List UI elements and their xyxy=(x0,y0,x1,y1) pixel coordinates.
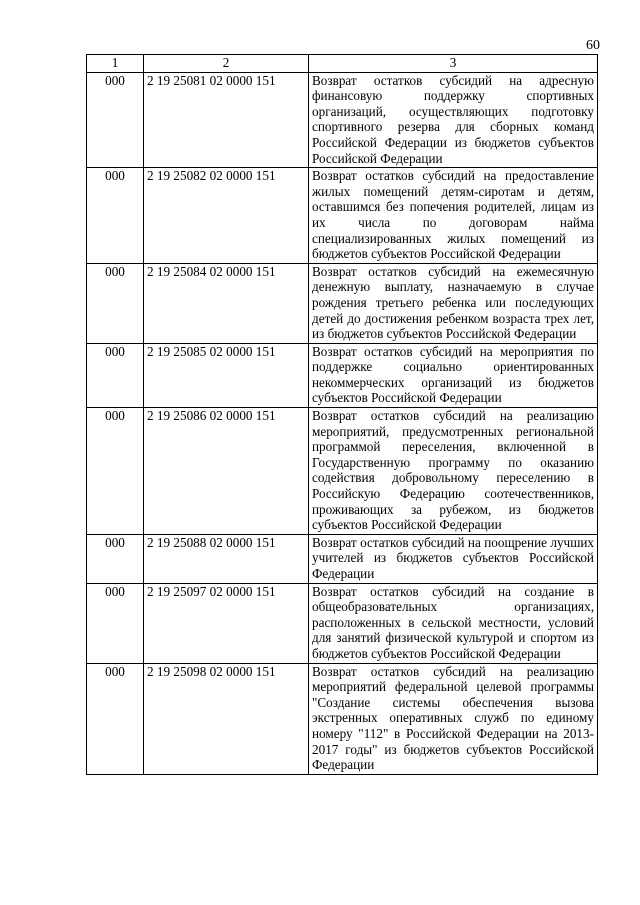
table-row xyxy=(87,663,598,774)
column-header-1: 1 xyxy=(87,55,144,73)
admin-code-cell: 000 xyxy=(87,343,144,407)
admin-code-cell: 000 xyxy=(87,663,144,774)
admin-code-cell: 000 xyxy=(87,534,144,583)
income-name-cell: Возврат остатков субсидий на адресную финансовую поддержку спортивных организаций, осуществляющих подготовку спортивного резерва для сборных команд Российской Федерации из бюджетов субъектов Российской Федерации xyxy=(309,72,598,168)
kbk-code-cell: 2 19 25081 02 0000 151 xyxy=(144,72,309,168)
admin-code-cell: 000 xyxy=(87,583,144,663)
income-name-cell: Возврат остатков субсидий на ежемесячную денежную выплату, назначаемую в случае рождения третьего ребенка или последующих детей до достижения ребенком возраста трех лет, из бюджетов субъектов Российской Федерации xyxy=(309,263,598,343)
income-name-cell: Возврат остатков субсидий на создание в общеобразовательных организациях, расположенных в сельской местности, условий для занятий физической культурой и спортом из бюджетов субъектов Российской Федерации xyxy=(309,583,598,663)
budget-classification-table xyxy=(86,54,598,775)
income-name-cell: Возврат остатков субсидий на предоставление жилых помещений детям-сиротам и детям, оставшимся без попечения родителей, лицам из их числа по договорам найма специализированных жилых помещений из бюджетов субъектов Российской Федерации xyxy=(309,168,598,264)
kbk-code-cell: 2 19 25085 02 0000 151 xyxy=(144,343,309,407)
table-header-row xyxy=(87,55,598,73)
table-row xyxy=(87,263,598,343)
table-row xyxy=(87,72,598,168)
table-row xyxy=(87,343,598,407)
income-name-cell: Возврат остатков субсидий на поощрение лучших учителей из бюджетов субъектов Российской Федерации xyxy=(309,534,598,583)
kbk-code-cell: 2 19 25082 02 0000 151 xyxy=(144,168,309,264)
income-name-cell: Возврат остатков субсидий на реализацию мероприятий, предусмотренных региональной программой переселения, включенной в Государственную программу по оказанию содействия добровольному переселению в Российскую Федерацию соотечественников, проживающих за рубежом, из бюджетов субъектов Российской Федерации xyxy=(309,408,598,535)
income-name-cell: Возврат остатков субсидий на мероприятия по поддержке социально ориентированных некоммерческих организаций из бюджетов субъектов Российской Федерации xyxy=(309,343,598,407)
admin-code-cell: 000 xyxy=(87,72,144,168)
table-row xyxy=(87,408,598,535)
kbk-code-cell: 2 19 25097 02 0000 151 xyxy=(144,583,309,663)
table-row xyxy=(87,168,598,264)
kbk-code-cell: 2 19 25098 02 0000 151 xyxy=(144,663,309,774)
table-row xyxy=(87,534,598,583)
kbk-code-cell: 2 19 25086 02 0000 151 xyxy=(144,408,309,535)
kbk-code-cell: 2 19 25084 02 0000 151 xyxy=(144,263,309,343)
column-header-3: 3 xyxy=(309,55,598,73)
page-number: 60 xyxy=(586,38,600,53)
admin-code-cell: 000 xyxy=(87,168,144,264)
admin-code-cell: 000 xyxy=(87,263,144,343)
income-name-cell: Возврат остатков субсидий на реализацию мероприятий федеральной целевой программы "Создание системы обеспечения вызова экстренных оперативных служб по единому номеру "112" в Российской Федерации на 2013-2017 годы" из бюджетов субъектов Российской Федерации xyxy=(309,663,598,774)
admin-code-cell: 000 xyxy=(87,408,144,535)
kbk-code-cell: 2 19 25088 02 0000 151 xyxy=(144,534,309,583)
column-header-2: 2 xyxy=(144,55,309,73)
table-row xyxy=(87,583,598,663)
